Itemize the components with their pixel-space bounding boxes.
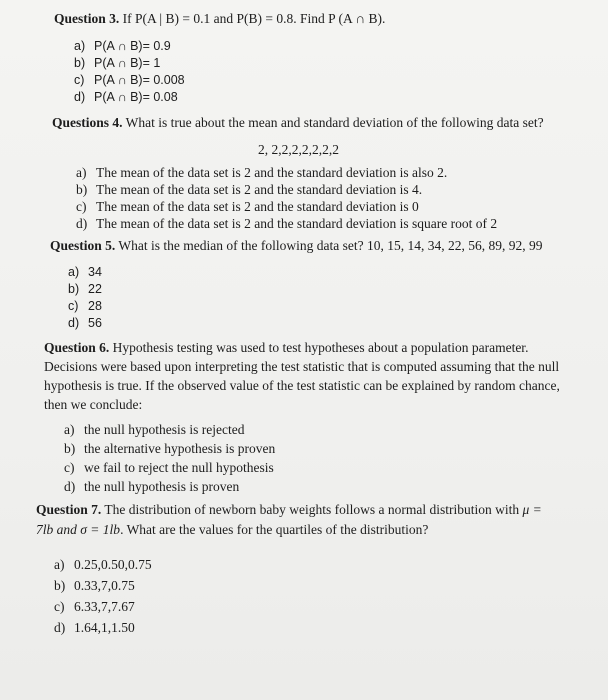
question-5-options [68, 264, 102, 332]
sigma-value: 1lb [102, 522, 121, 537]
question-7-line-1: The distribution of newborn baby weights follows a normal distribution with [104, 502, 520, 517]
question-6-option-b[interactable]: b) the alternative hypothesis is proven [64, 441, 276, 456]
question-5-option-b[interactable]: b) 22 [68, 282, 102, 296]
question-6-line-4: then we conclude: [44, 397, 143, 412]
question-6-option-c[interactable]: c) we fail to reject the null hypothesis [64, 460, 274, 475]
question-7-option-d[interactable]: d) 1.64,1,1.50 [54, 620, 135, 635]
question-4-prompt [52, 114, 602, 131]
question-3-options [74, 38, 185, 106]
question-3-option-c[interactable]: c) P(A ∩ B)= 0.008 [74, 73, 185, 87]
question-5-option-d[interactable]: d) 56 [68, 316, 102, 330]
question-6-prompt [44, 338, 604, 414]
question-3-text: If P(A | B) = 0.1 and P(B) = 0.8. Find P (A ∩ B). [122, 11, 386, 26]
question-5-option-c[interactable]: c) 28 [68, 299, 102, 313]
mu-symbol: μ = [522, 502, 542, 517]
question-4-option-a[interactable]: a) The mean of the data set is 2 and the standard deviation is also 2. [76, 165, 448, 180]
question-6-option-a[interactable]: a) the null hypothesis is rejected [64, 422, 245, 437]
sigma-symbol: σ = [80, 522, 100, 537]
question-7-options [54, 554, 152, 638]
question-6-number: Question 6. [44, 340, 110, 355]
question-4-option-d[interactable]: d) The mean of the data set is 2 and the standard deviation is square root of 2 [76, 216, 498, 231]
and-word: and [56, 522, 77, 537]
question-7-line-2: . What are the values for the quartiles of the distribution? [120, 522, 429, 537]
question-3-option-d[interactable]: d) P(A ∩ B)= 0.08 [74, 90, 178, 104]
mu-value: 7lb [36, 522, 54, 537]
question-7-number: Question 7. [36, 502, 102, 517]
question-5-option-a[interactable]: a) 34 [68, 265, 102, 279]
question-5-number: Question 5. [50, 238, 116, 253]
question-7-prompt [36, 500, 602, 540]
question-7-option-c[interactable]: c) 6.33,7,7.67 [54, 599, 135, 614]
question-4-number: Questions 4. [52, 115, 123, 130]
question-3-option-b[interactable]: b) P(A ∩ B)= 1 [74, 56, 161, 70]
question-4-option-c[interactable]: c) The mean of the data set is 2 and the standard deviation is 0 [76, 199, 419, 214]
question-4-text: What is true about the mean and standard deviation of the following data set? [125, 115, 544, 130]
question-4-dataset: 2, 2,2,2,2,2,2,2 [258, 142, 339, 157]
question-7-option-a[interactable]: a) 0.25,0.50,0.75 [54, 557, 152, 572]
question-6-line-3: hypothesis is true. If the observed value of the test statistic can be explained by random chance, [44, 378, 560, 393]
question-6-options [64, 420, 275, 496]
question-3-option-a[interactable]: a) P(A ∩ B)= 0.9 [74, 39, 171, 53]
question-4-option-b[interactable]: b) The mean of the data set is 2 and the standard deviation is 4. [76, 182, 423, 197]
question-7-option-b[interactable]: b) 0.33,7,0.75 [54, 578, 135, 593]
question-3-number: Question 3. [54, 11, 120, 26]
question-6-line-2: Decisions were based upon interpreting the test statistic that is computed assuming that the null [44, 359, 560, 374]
question-3-prompt [54, 10, 594, 27]
question-5-prompt [50, 237, 600, 254]
question-6-option-d[interactable]: d) the null hypothesis is proven [64, 479, 240, 494]
question-6-line-1: Hypothesis testing was used to test hypotheses about a population parameter. [112, 340, 529, 355]
question-4-options [76, 164, 497, 232]
question-5-text: What is the median of the following data set? 10, 15, 14, 34, 22, 56, 89, 92, 99 [118, 238, 543, 253]
